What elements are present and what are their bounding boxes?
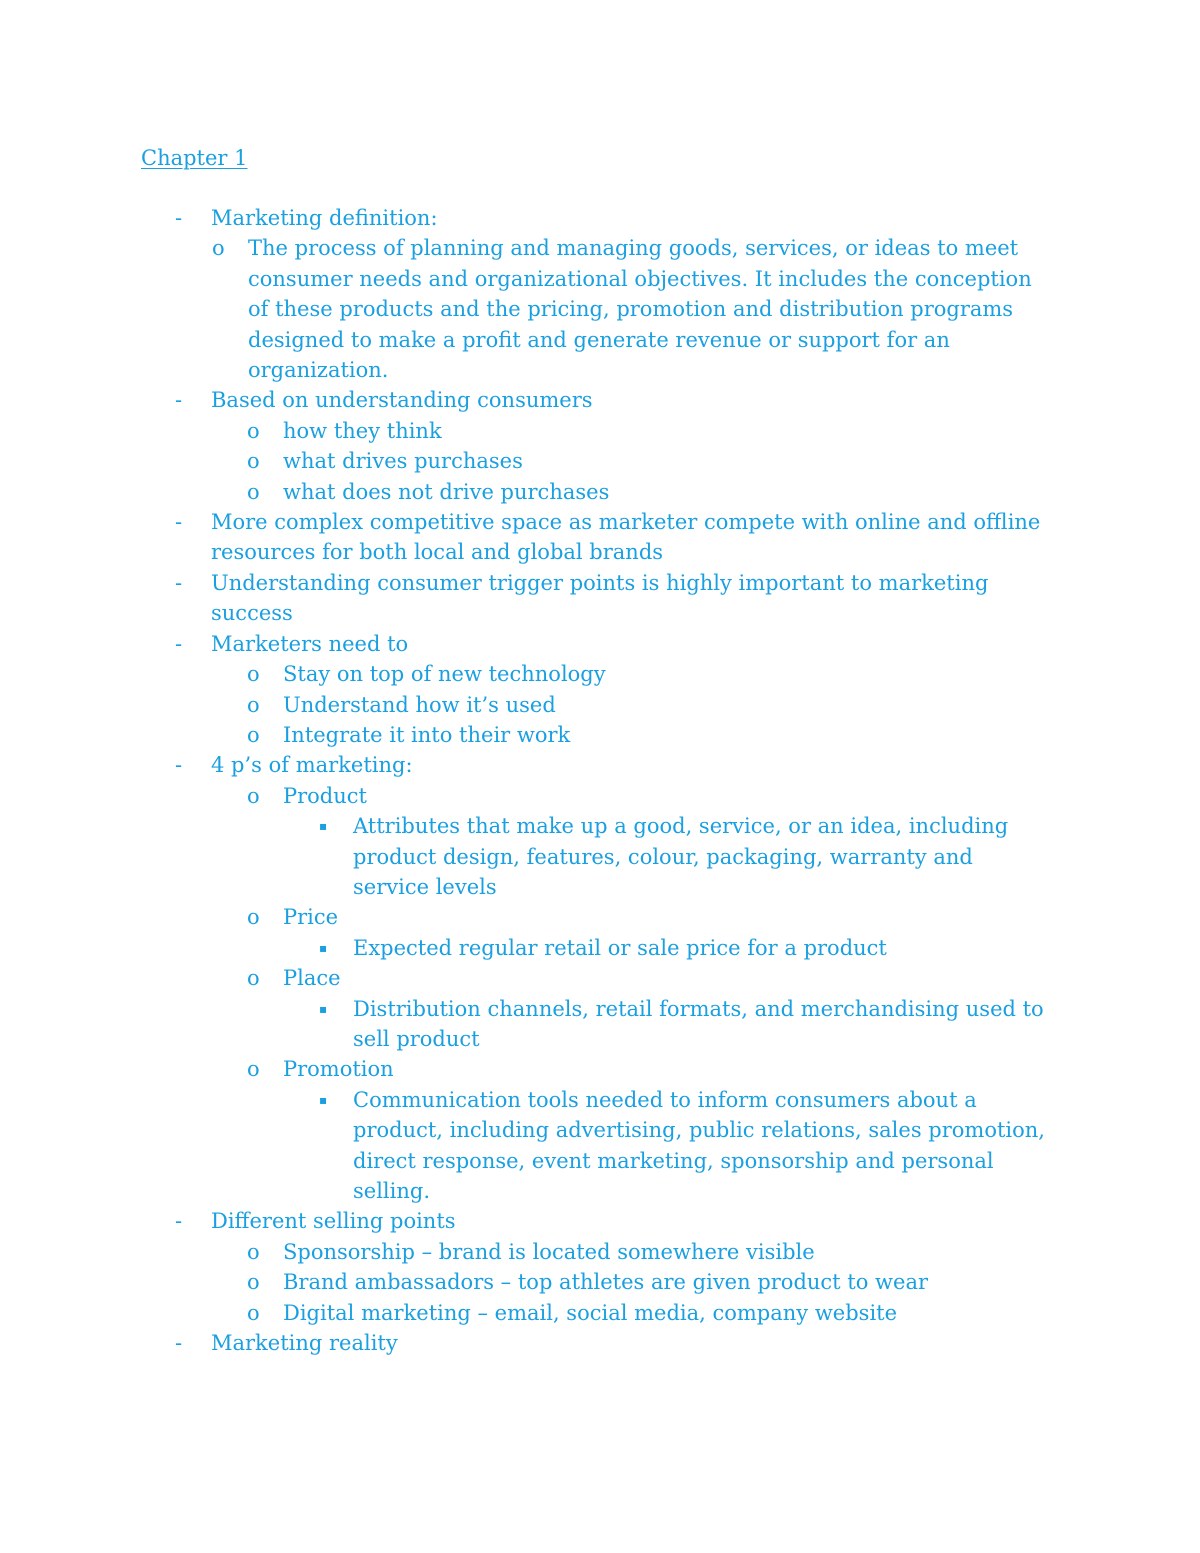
list-item-continuation	[0, 294, 1200, 324]
square-bullet: ▪	[319, 819, 328, 834]
circle-bullet: o	[247, 692, 260, 717]
list-item-text: sell product	[353, 1026, 480, 1051]
list-item-text: selling.	[353, 1179, 430, 1203]
circle-bullet: o	[247, 783, 260, 808]
list-item	[0, 1206, 1200, 1236]
list-item-continuation	[0, 598, 1200, 628]
dash-bullet: -	[175, 753, 183, 778]
circle-bullet: o	[247, 479, 260, 504]
list-item-continuation	[0, 355, 1200, 385]
list-item-continuation	[0, 1176, 1200, 1206]
list-item-text: success	[211, 601, 293, 626]
list-item	[0, 1267, 1200, 1297]
circle-bullet: o	[247, 662, 260, 687]
list-item-text: what does not drive purchases	[283, 479, 610, 504]
list-item-text: Communication tools needed to inform consumers about a	[353, 1087, 977, 1112]
circle-bullet: o	[247, 418, 260, 443]
list-item	[0, 568, 1200, 598]
list-item	[0, 629, 1200, 659]
list-item-text: Understand how it’s used	[283, 692, 556, 717]
list-item-text: consumer needs and organizational objectives. It includes the conception	[248, 266, 1032, 291]
dash-bullet: -	[175, 388, 183, 413]
list-item-text: designed to make a profit and generate revenue or support for an	[248, 327, 950, 352]
list-item	[0, 1237, 1200, 1267]
list-item-text: Distribution channels, retail formats, and merchandising used to	[353, 996, 1044, 1021]
list-item-continuation	[0, 264, 1200, 294]
list-item	[0, 1054, 1200, 1084]
list-item-continuation	[0, 1146, 1200, 1176]
list-item	[0, 1085, 1200, 1115]
list-item-text: Understanding consumer trigger points is highly important to marketing	[211, 570, 989, 595]
square-bullet: ▪	[319, 1001, 328, 1016]
list-item	[0, 385, 1200, 415]
list-item	[0, 750, 1200, 780]
list-item	[0, 811, 1200, 841]
list-item-text: The process of planning and managing goods, services, or ideas to meet	[248, 236, 1019, 261]
dash-bullet: -	[175, 510, 183, 535]
list-item	[0, 1298, 1200, 1328]
list-item	[0, 902, 1200, 932]
square-bullet: ▪	[319, 940, 328, 955]
list-item-text: Place	[283, 966, 341, 991]
dash-bullet: -	[175, 570, 183, 595]
list-item-text: Sponsorship – brand is located somewhere visible	[283, 1239, 815, 1264]
list-item-text: of these products and the pricing, promotion and distribution programs	[248, 297, 1014, 322]
circle-bullet: o	[247, 449, 260, 474]
circle-bullet: o	[247, 905, 260, 930]
notes-list	[0, 203, 1200, 1358]
list-item-text: Based on understanding consumers	[211, 388, 593, 413]
list-item-text: Integrate it into their work	[283, 722, 571, 747]
list-item	[0, 963, 1200, 993]
list-item	[0, 720, 1200, 750]
circle-bullet: o	[247, 1300, 260, 1325]
circle-bullet: o	[247, 1057, 260, 1082]
dash-bullet: -	[175, 206, 183, 230]
dash-bullet: -	[175, 1209, 183, 1234]
list-item-continuation	[0, 1024, 1200, 1054]
list-item-continuation	[0, 1115, 1200, 1145]
list-item	[0, 659, 1200, 689]
list-item	[0, 690, 1200, 720]
list-item	[0, 233, 1200, 263]
list-item-text: Different selling points	[211, 1209, 456, 1234]
list-item-text: resources for both local and global brands	[211, 540, 664, 565]
list-item-text: direct response, event marketing, sponsorship and personal	[353, 1148, 994, 1173]
list-item-continuation	[0, 537, 1200, 567]
list-item	[0, 781, 1200, 811]
dash-bullet: -	[175, 631, 183, 656]
list-item-text: Marketing reality	[211, 1331, 398, 1356]
list-item-continuation	[0, 842, 1200, 872]
list-item	[0, 203, 1200, 233]
list-item-continuation	[0, 325, 1200, 355]
dash-bullet: -	[175, 1331, 183, 1356]
circle-bullet: o	[247, 722, 260, 747]
list-item	[0, 507, 1200, 537]
circle-bullet: o	[247, 966, 260, 991]
list-item	[0, 1328, 1200, 1358]
list-item	[0, 933, 1200, 963]
list-item-text: Attributes that make up a good, service, or an idea, including	[353, 814, 1009, 839]
list-item-text: Marketing definition:	[211, 206, 438, 230]
list-item-text: Product	[283, 783, 367, 808]
list-item-text: service levels	[353, 874, 497, 899]
page-title: Chapter 1	[141, 146, 248, 170]
list-item	[0, 416, 1200, 446]
list-item-text: product design, features, colour, packaging, warranty and	[353, 844, 973, 869]
list-item-text: Digital marketing – email, social media, company website	[283, 1300, 898, 1325]
circle-bullet: o	[212, 236, 225, 261]
circle-bullet: o	[247, 1239, 260, 1264]
circle-bullet: o	[247, 1270, 260, 1295]
list-item-text: 4 p’s of marketing:	[211, 753, 413, 778]
list-item-text: Brand ambassadors – top athletes are given product to wear	[283, 1270, 929, 1295]
list-item-text: Promotion	[283, 1057, 394, 1082]
list-item-text: Stay on top of new technology	[283, 662, 606, 687]
list-item-text: Expected regular retail or sale price for a product	[353, 935, 887, 960]
list-item	[0, 446, 1200, 476]
list-item-continuation	[0, 872, 1200, 902]
list-item	[0, 477, 1200, 507]
list-item-text: how they think	[283, 418, 442, 443]
square-bullet: ▪	[319, 1092, 328, 1107]
list-item-text: More complex competitive space as marketer compete with online and offline	[211, 510, 1041, 535]
list-item-text: what drives purchases	[283, 449, 523, 474]
list-item	[0, 994, 1200, 1024]
list-item-text: Marketers need to	[211, 631, 409, 656]
list-item-text: product, including advertising, public relations, sales promotion,	[353, 1118, 1045, 1143]
list-item-text: organization.	[248, 358, 389, 383]
list-item-text: Price	[283, 905, 339, 930]
